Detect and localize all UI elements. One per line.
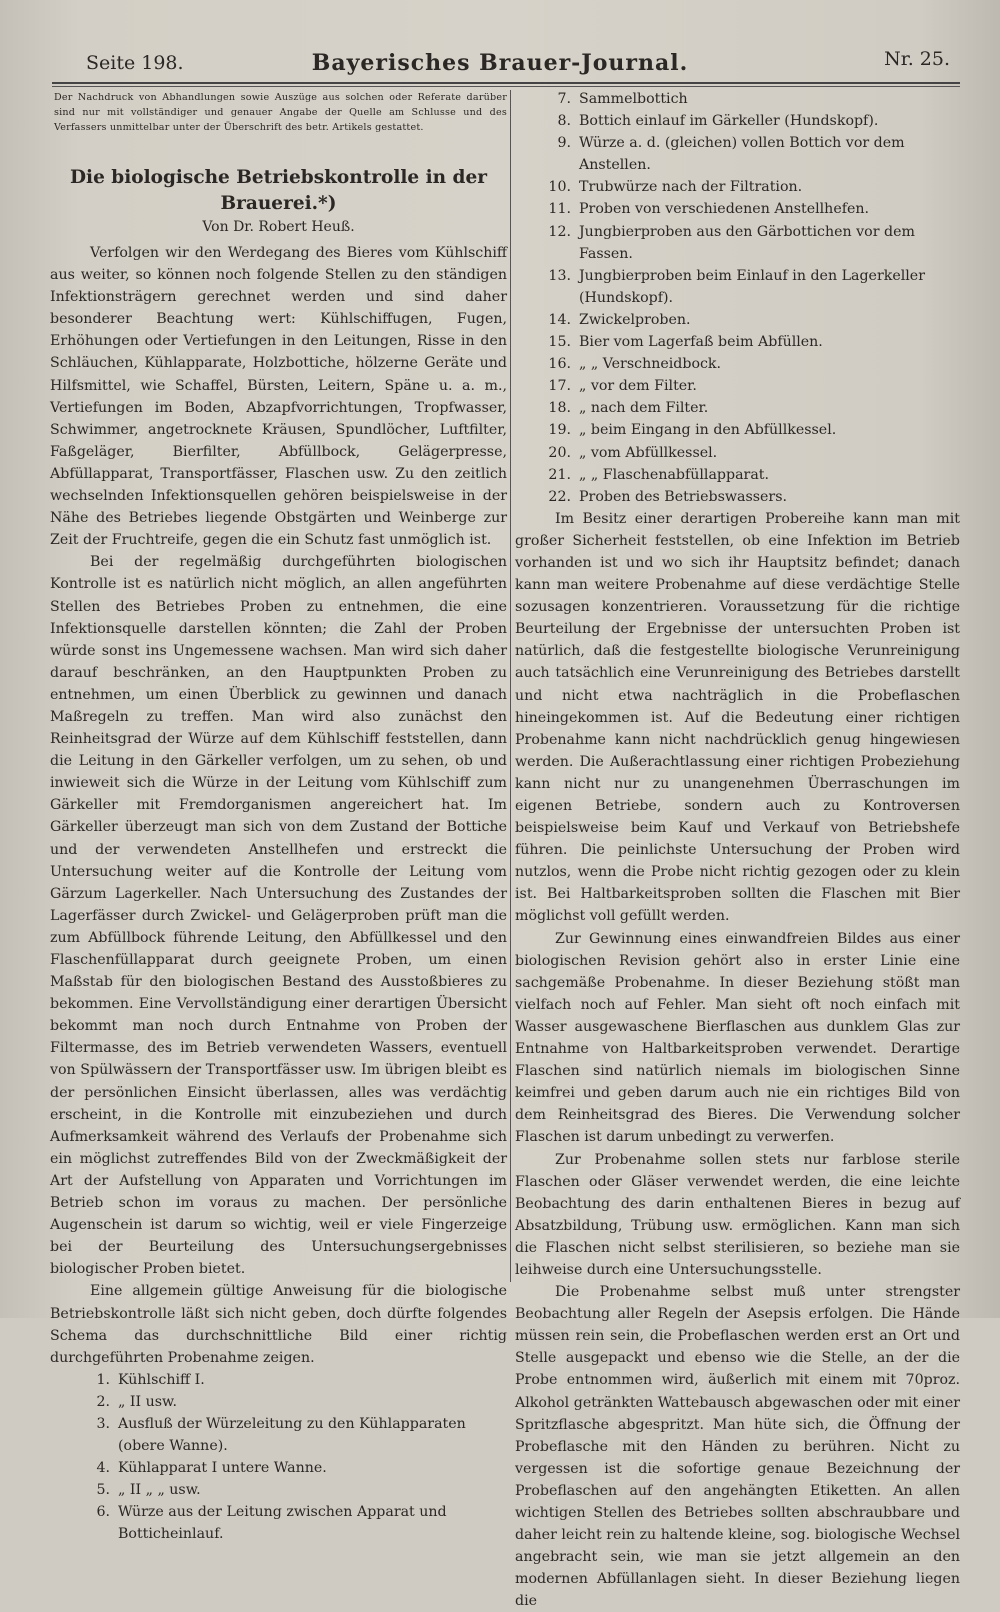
list-item-text: Bottich einlauf im Gärkeller (Hundskopf).	[579, 113, 879, 130]
list-item-number: 20.	[548, 444, 571, 461]
sampling-list-left	[50, 1369, 507, 1546]
list-item-number: 16.	[548, 356, 571, 373]
list-item-number: 12.	[548, 223, 571, 240]
list-item-number: 18.	[548, 400, 571, 417]
list-item	[50, 1413, 507, 1457]
list-item-text: „ II „ „ usw.	[118, 1482, 201, 1499]
list-item	[515, 132, 960, 176]
list-item-number: 22.	[548, 488, 571, 505]
journal-title: Bayerisches Brauer-Journal.	[311, 50, 689, 76]
list-item	[515, 110, 960, 132]
list-item-text: Jungbierproben beim Einlauf in den Lagerkeller (Hundskopf).	[579, 267, 925, 306]
list-item-number: 17.	[548, 378, 571, 395]
list-item	[515, 198, 960, 220]
paragraph: Bei der regelmäßig durchgeführten biologischen Kontrolle ist es natürlich nicht möglich, an allen angeführten Stellen des Betriebes Proben zu entnehmen, die eine Infektionsquelle darstellen könnten; die Zahl der Proben würde sonst ins Ungemessene wachsen. Man wird sich daher darauf beschränken, an den Hauptpunkten Proben zu entnehmen, um einen Überblick zu gewinnen und danach Maßregeln zu treffen. Man wird also zunächst den Reinheitsgrad der Würze auf dem Kühlschiff feststellen, dann die Leitung in den Gärkeller verfolgen, um zu sehen, ob und inwieweit sich die Würze in der Leitung vom Kühlschiff zum Gärkeller mit Fremdorganismen angereichert hat. Im Gärkeller überzeugt man sich von dem Zustand der Bottiche und der verwendeten Anstellhefen und erstreckt die Untersuchung weiter auf die Kontrolle der Leitung vom Gärzum Lagerkeller. Nach Untersuchung des Zustandes der Lagerfässer durch Zwickel- und Gelägerproben prüft man die zum Abfüllbock führende Leitung, den Abfüllkessel und den Flaschenfüllapparat durch geeignete Proben, um einen Maßstab für den biologischen Bestand des Ausstoßbieres zu bekommen. Eine Vervollständigung einer derartigen Übersicht bekommt man noch durch Entnahme von Proben der Filtermasse, des im Betrieb verwendeten Wassers, eventuell von Spülwässern der Transportfässer usw. Im übrigen bleibt es der persönlichen Einsicht überlassen, alles was verdächtig erscheint, in die Kontrolle mit einzubeziehen und durch Aufmerksamkeit während des Verlaufs der Probenahme sich ein möglichst zutreffendes Bild von der Zweckmäßigkeit der Art der Aufstellung von Apparaten und Vorrichtungen im Betrieb schon im voraus zu machen. Der persönliche Augenschein ist darum so wichtig, weil er viele Fingerzeige bei der Beurteilung des Untersuchungsergebnisses biologischer Proben bietet.	[50, 554, 507, 1278]
paragraph: Im Besitz einer derartigen Probereihe kann man mit großer Sicherheit feststellen, ob eine Infektion im Betrieb vorhanden ist und wo sich ihr Hauptsitz befindet; danach kann man weitere Probenahme auf diese verdächtige Stelle sozusagen konzentrieren. Voraussetzung für die richtige Beurteilung der Ergebnisse der untersuchten Proben ist natürlich, daß die festgestellte biologische Verunreinigung auch tatsächlich eine Verunreinigung des Betriebes darstellt und nicht etwa nachträglich in die Probeflaschen hineingekommen ist. Auf die Bedeutung einer richtigen Probenahme kann nicht nachdrücklich genug hingewiesen werden. Die Außerachtlassung einer richtigen Probeziehung kann nicht nur zu unangenehmen Überraschungen im eigenen Betriebe, sondern auch zu Kontroversen beispielsweise beim Kauf und Verkauf von Betriebshefe führen. Die peinlichste Untersuchung der Proben wird nutzlos, wenn die Probe nicht richtig gezogen oder zu klein ist. Bei Haltbarkeitsproben sollten die Flaschen mit Bier möglichst voll gefüllt werden.	[515, 510, 960, 925]
list-item	[515, 221, 960, 265]
list-item	[515, 486, 960, 508]
list-item-text: Würze a. d. (gleichen) vollen Bottich vor dem Anstellen.	[579, 135, 905, 174]
list-item	[515, 442, 960, 464]
list-item-number: 9.	[557, 135, 571, 152]
list-item-number: 11.	[548, 201, 571, 218]
list-item-number: 15.	[548, 334, 571, 351]
list-item-text: „ vor dem Filter.	[579, 378, 697, 395]
list-item-text: „ vom Abfüllkessel.	[579, 444, 718, 461]
list-item-number: 1.	[96, 1371, 110, 1388]
list-item	[515, 265, 960, 309]
list-item	[50, 1391, 507, 1413]
list-item-text: Proben von verschiedenen Anstellhefen.	[579, 201, 870, 218]
list-item	[50, 1501, 507, 1545]
left-column	[50, 88, 507, 1546]
issue-number: Nr. 25.	[884, 48, 950, 70]
list-item-text: Kühlschiff I.	[118, 1371, 205, 1388]
list-item	[515, 331, 960, 353]
list-item-text: Ausfluß der Würzeleitung zu den Kühlapparaten (obere Wanne).	[118, 1415, 466, 1455]
list-item	[515, 176, 960, 198]
list-item	[515, 353, 960, 375]
list-item-number: 8.	[557, 113, 571, 130]
list-item-number: 6.	[96, 1504, 110, 1521]
list-item-text: „ beim Eingang in den Abfüllkessel.	[579, 422, 837, 439]
article-title: Die biologische Betriebskontrolle in der Brauerei.*)	[70, 167, 487, 214]
list-item	[515, 88, 960, 110]
list-item-number: 7.	[557, 91, 571, 107]
list-item-text: „ II usw.	[118, 1393, 177, 1410]
list-item-text: „ nach dem Filter.	[579, 400, 709, 417]
list-item-number: 10.	[548, 179, 571, 196]
column-divider	[510, 90, 511, 1282]
header-rule-thin	[52, 86, 960, 87]
list-item-text: Zwickelproben.	[579, 311, 691, 328]
list-item-number: 19.	[548, 422, 571, 439]
list-item-number: 4.	[96, 1460, 110, 1477]
list-item-text: Bier vom Lagerfaß beim Abfüllen.	[579, 334, 823, 351]
list-item-number: 2.	[96, 1393, 110, 1410]
list-item-number: 14.	[548, 311, 571, 328]
sampling-list-right	[515, 88, 960, 508]
list-item-text: Sammelbottich	[579, 91, 688, 107]
paragraph: Eine allgemein gültige Anweisung für die biologische Betriebskontrolle läßt sich nicht geben, doch dürfte folgendes Schema das durchschnittliche Bild einer richtig durchgeführten Probenahme zeigen.	[50, 1283, 507, 1366]
article-author: Von Dr. Robert Heuß.	[202, 219, 355, 235]
list-item	[515, 309, 960, 331]
list-item-text: „ „ Flaschenabfüllapparat.	[579, 466, 769, 483]
list-item	[515, 464, 960, 486]
list-item-text: Trubwürze nach der Filtration.	[579, 179, 803, 196]
list-item-text: Würze aus der Leitung zwischen Apparat und Botticheinlauf.	[118, 1504, 447, 1543]
reprint-notice: Der Nachdruck von Abhandlungen sowie Auszüge aus solchen oder Referate darüber sind nur mit vollständiger und genauer Angabe der Quelle am Schlusse und des Verfassers unmittelbar unter der Überschrift des betr. Artikels gestattet.	[54, 92, 507, 133]
right-column	[515, 88, 960, 1612]
list-item-number: 21.	[548, 466, 571, 483]
list-item-text: Kühlapparat I untere Wanne.	[118, 1460, 327, 1477]
page-header	[40, 42, 960, 82]
paragraph: Die Probenahme selbst muß unter strengster Beobachtung aller Regeln der Asepsis erfolgen. Die Hände müssen rein sein, die Probeflaschen werden erst an Ort und Stelle ausgepackt und ebenso wie die Stelle, an der die Probe entnommen wird, äußerlich mit einem mit 70proz. Alkohol getränkten Wattebausch abgewaschen oder mit einer Spritzflasche abgespritzt. Man hüte sich, die Öffnung der Probeflasche mit den Händen zu berühren. Nicht zu vergessen ist die sofortige genaue Bezeichnung der Probeflaschen auf den angehängten Etiketten. An allen wichtigen Stellen des Betriebes sollten abschraubbare und daher leicht rein zu haltende kleine, sog. biologische Wechsel angebracht sein, wie man sie jetzt allgemein an den modernen Abfüllanlagen sieht. In dieser Beziehung liegen die	[515, 1284, 960, 1610]
list-item-text: Proben des Betriebswassers.	[579, 488, 787, 505]
paragraph: Zur Gewinnung eines einwandfreien Bildes aus einer biologischen Revision gehört also in erster Linie eine sachgemäße Probenahme. In dieser Beziehung stößt man vielfach noch auf Fehler. Man sieht oft noch einfach mit Wasser ausgewaschene Bierflaschen aus dunklem Glas zur Entnahme von Haltbarkeitsproben verwendet. Derartige Flaschen sind natürlich niemals im biologischen Sinne keimfrei und geben darum auch nie ein richtiges Bild von dem Reinheitsgrad des Bieres. Die Verwendung solcher Flaschen ist darum unbedingt zu verwerfen.	[515, 930, 960, 1146]
header-rule	[52, 82, 960, 84]
paragraph: Zur Probenahme sollen stets nur farblose sterile Flaschen oder Gläser verwendet werden, die eine leichte Beobachtung des darin enthaltenen Bieres in bezug auf Absatzbildung, Trübung usw. ermöglichen. Kann man sich die Flaschen nicht selbst sterilisieren, so beziehe man sie leihweise durch eine Untersuchungsstelle.	[515, 1151, 960, 1278]
list-item	[515, 419, 960, 441]
list-item-text: „ „ Verschneidbock.	[579, 356, 722, 373]
list-item	[515, 375, 960, 397]
page-number: Seite 198.	[86, 52, 184, 74]
list-item	[50, 1479, 507, 1501]
list-item	[515, 397, 960, 419]
list-item-text: Jungbierproben aus den Gärbottichen vor dem Fassen.	[579, 223, 915, 262]
list-item-number: 13.	[548, 267, 571, 284]
paragraph: Verfolgen wir den Werdegang des Bieres vom Kühlschiff aus weiter, so können noch folgende Stellen zu den ständigen Infektionsträgern gerechnet werden und sind daher besonderer Beachtung wert: Kühlschiffugen, Fugen, Erhöhungen oder Vertiefungen in den Leitungen, Risse in den Schläuchen, Kühlapparate, Holzbottiche, hölzerne Geräte und Hilfsmittel, wie Schaffel, Bürsten, Leitern, Späne u. a. m., Vertiefungen im Boden, Abzapfvorrichtungen, Tropfwasser, Schwimmer, angetrocknete Kräusen, Spundlöcher, Luftfilter, Faßgeläger, Bierfilter, Abfüllbock, Gelägerpresse, Abfüllapparat, Transportfässer, Flaschen usw. Zu den zeitlich wechselnden Infektionsquellen gehören beispielsweise in der Nähe des Betriebes liegende Obstgärten und Weinberge zur Zeit der Fruchtreife, gegen die ein Schutz fast unmöglich ist.	[50, 245, 507, 549]
list-item	[50, 1457, 507, 1479]
list-item-number: 3.	[96, 1415, 110, 1432]
list-item	[50, 1369, 507, 1391]
list-item-number: 5.	[96, 1482, 110, 1499]
